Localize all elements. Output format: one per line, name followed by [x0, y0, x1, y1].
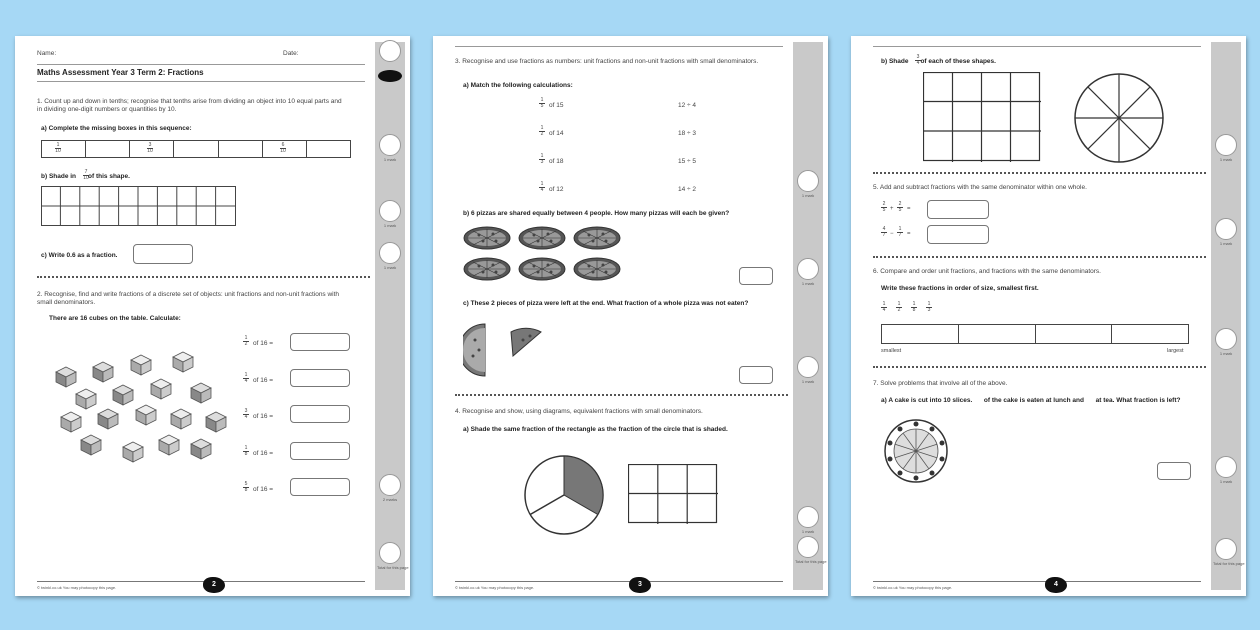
q3b-text: b) 6 pizzas are shared equally between 4 people. How many pizzas will each be given? [463, 210, 730, 217]
q3-text: 3. Recognise and use fractions as numbers: unit fractions and non-unit fractions with small denominators. [455, 58, 759, 65]
cube [170, 408, 192, 430]
cube [80, 434, 102, 456]
mark-box[interactable]: 2 marks [377, 474, 403, 502]
cube [205, 411, 227, 433]
fraction-1-4: 1 4 [540, 181, 544, 193]
twinkl-logo-icon [378, 70, 402, 82]
marks-sidebar [793, 42, 827, 590]
section-separator [455, 394, 788, 396]
calc-left: of 12 [549, 186, 564, 193]
section-separator [873, 366, 1206, 368]
q3c-answer-box[interactable] [739, 366, 773, 384]
cube [112, 384, 134, 406]
q3c-text: c) These 2 pieces of pizza were left at the end. What fraction of a whole pizza was not eaten? [463, 300, 749, 307]
mark-box[interactable]: 1 mark [1213, 218, 1239, 246]
cube [135, 404, 157, 426]
cube [130, 354, 152, 376]
q2-answer-box[interactable] [290, 478, 350, 496]
q2-answer-box[interactable] [290, 369, 350, 387]
q1b-text: b) Shade in of this shape. [41, 173, 130, 180]
mark-box[interactable]: 1 mark [1213, 456, 1239, 484]
mark-box[interactable]: 1 mark [377, 200, 403, 228]
circle-thirds-diagram [523, 454, 605, 536]
q1-text: 1. Count up and down in tenths; recognise that tenths arise from dividing an object into 10 equal parts and in dividing one-digit numbers or quantities by 10. [37, 98, 342, 113]
cube [92, 361, 114, 383]
order-box[interactable] [1035, 325, 1112, 344]
page-number-badge: 4 [1045, 577, 1067, 593]
section-separator [873, 256, 1206, 258]
score-circle[interactable] [379, 40, 401, 62]
pizza-pieces [463, 322, 553, 378]
q4a-text: a) Shade the same fraction of the rectangle as the fraction of the circle that is shaded. [463, 426, 728, 433]
q5-text: 5. Add and subtract fractions with the same denominator within one whole. [873, 184, 1087, 191]
name-label: Name: [37, 50, 57, 57]
q2-row-label: of 16 = [253, 413, 274, 420]
pizza-icon [574, 227, 620, 249]
page-number-badge: 2 [203, 577, 225, 593]
cube [190, 438, 212, 460]
mark-box[interactable]: 1 mark [795, 356, 821, 384]
marks-sidebar [1211, 42, 1245, 590]
q6-sub-text: Write these fractions in order of size, smallest first. [881, 285, 1039, 292]
fraction-3-4: 3 4 [916, 54, 920, 66]
q2-text: 2. Recognise, find and write fractions of a discrete set of objects: unit fractions and non-unit fractions with small denominators. [37, 291, 340, 306]
seq-box[interactable] [174, 141, 218, 158]
cube [75, 388, 97, 410]
cake-icon [883, 418, 949, 484]
title-rule-bottom [37, 81, 365, 82]
sequence-boxes [41, 140, 351, 158]
order-boxes [881, 324, 1189, 344]
order-box[interactable] [958, 325, 1035, 344]
q6-text: 6. Compare and order unit fractions, and fractions with the same denominators. [873, 268, 1101, 275]
pizza-icon [519, 258, 565, 280]
mark-box[interactable]: 1 mark [795, 506, 821, 534]
q2-sub-text: There are 16 cubes on the table. Calculate: [49, 315, 181, 322]
order-box[interactable] [1112, 325, 1189, 344]
calc-left: of 14 [549, 130, 564, 137]
seq-box [42, 141, 86, 158]
rectangle-grid-4x3[interactable] [923, 72, 1041, 162]
q1c-answer-box[interactable] [133, 244, 193, 264]
cube [150, 378, 172, 400]
q3a-text: a) Match the following calculations: [463, 82, 573, 89]
cube [158, 434, 180, 456]
cube [97, 408, 119, 430]
total-mark-box[interactable]: Total for this page [1213, 538, 1239, 566]
cube [190, 382, 212, 404]
mark-box[interactable]: 1 mark [1213, 328, 1239, 356]
section-separator [873, 172, 1206, 174]
fraction-3-4: 3 4 [244, 408, 248, 420]
q2-answer-box[interactable] [290, 333, 350, 351]
q1c-text: c) Write 0.6 as a fraction. [41, 252, 118, 259]
worksheet-page-4: b) Shade of each of these shapes. 3 4 5. Add and subtract fractions with the same denominator within one whole. 2 5 + 2 5 = 4 7 − 1 7 = 6. Compare and order unit fractions, and fractions with the same denominators. Write these fractions in order of size, smallest first. 1 4 1 2 1 8 1 3 smallest largest 7. Solve problems that involve all of the above. a) A cake is cut into 10 slices. of the cake is eaten at lunch and at tea. What fraction is left? 1 mark 1 mark 1 mark 1 mark Total for this page © twinkl.co.uk You may photocopy this page. 4 [851, 36, 1246, 596]
seq-box[interactable] [218, 141, 262, 158]
cube [55, 366, 77, 388]
worksheet-page-3 [433, 36, 828, 596]
q2-answer-box[interactable] [290, 442, 350, 460]
pizza-icon [519, 227, 565, 249]
calc-right: 18 ÷ 3 [678, 130, 697, 137]
cube-cluster [50, 346, 225, 476]
q7-text: 7. Solve problems that involve all of the above. [873, 380, 1008, 387]
pizza-icon [574, 258, 620, 280]
fraction-1-2: 1 2 [244, 335, 248, 347]
pizza-icon [464, 258, 510, 280]
date-label: Date: [283, 50, 299, 57]
pizzas-group [463, 224, 628, 286]
calc-left: of 15 [549, 102, 564, 109]
q5-answer-box[interactable] [927, 225, 989, 244]
q5-answer-box[interactable] [927, 200, 989, 219]
q7a-answer-box[interactable] [1157, 462, 1191, 480]
fraction-1-3: 1 3 [540, 153, 544, 165]
section-separator [37, 276, 370, 278]
order-box[interactable] [882, 325, 959, 344]
rectangle-grid-3x2[interactable] [628, 464, 718, 524]
calc-right: 14 ÷ 2 [678, 186, 697, 193]
seq-box[interactable] [86, 141, 130, 158]
q3b-answer-box[interactable] [739, 267, 773, 285]
footer-rule [873, 581, 1201, 582]
cube [172, 351, 194, 373]
total-mark-box[interactable]: Total for this page [795, 536, 821, 564]
mark-box[interactable]: 1 mark [377, 134, 403, 162]
mark-box[interactable]: 1 mark [795, 258, 821, 286]
fraction-5-8: 5 8 [244, 481, 248, 493]
mark-box[interactable]: 1 mark [377, 242, 403, 270]
footer-text: © twinkl.co.uk You may photocopy this page. [873, 585, 953, 590]
smallest-label: smallest [881, 348, 902, 354]
title-rule-top [37, 64, 365, 65]
q4b-text: b) Shade of each of these shapes. [881, 58, 996, 65]
fraction-1-8: 1 8 [244, 445, 248, 457]
total-mark-box[interactable]: Total for this page [377, 542, 403, 570]
calc-right: 15 ÷ 5 [678, 158, 697, 165]
q2-row-label: of 16 = [253, 450, 274, 457]
fraction-1-4: 1 4 [244, 372, 248, 384]
fraction-6-10: 6 10 [280, 142, 286, 154]
fraction-3-10: 3 10 [147, 142, 153, 154]
cube [60, 411, 82, 433]
top-rule [455, 46, 783, 47]
footer-rule [37, 581, 365, 582]
fraction-1-2: 1 2 [540, 125, 544, 137]
q2-answer-box[interactable] [290, 405, 350, 423]
q1a-text: a) Complete the missing boxes in this sequence: [41, 125, 192, 132]
page-number-badge: 3 [629, 577, 651, 593]
footer-text: © twinkl.co.uk You may photocopy this page. [37, 585, 117, 590]
q2-row-label: of 16 = [253, 486, 274, 493]
q4-text: 4. Recognise and show, using diagrams, equivalent fractions with small denominators. [455, 408, 703, 415]
q7a-text: a) A cake is cut into 10 slices. of the cake is eaten at lunch and at tea. What fraction is left? [881, 397, 1181, 404]
footer-text: © twinkl.co.uk You may photocopy this page. [455, 585, 535, 590]
q2-row-label: of 16 = [253, 340, 274, 347]
calc-right: 12 ÷ 4 [678, 102, 697, 109]
calc-left: of 18 [549, 158, 564, 165]
footer-rule [455, 581, 783, 582]
fraction-1-10: 1 10 [55, 142, 61, 154]
circle-eighths-diagram[interactable] [1073, 72, 1165, 164]
largest-label: largest [1167, 348, 1184, 354]
q2-row-label: of 16 = [253, 377, 274, 384]
fraction-1-5: 1 5 [540, 97, 544, 109]
mark-box[interactable]: 1 mark [1213, 134, 1239, 162]
worksheet-page-2 [15, 36, 410, 596]
marks-sidebar [375, 42, 409, 590]
shade-grid-10x2[interactable] [41, 186, 236, 226]
cube [122, 441, 144, 463]
top-rule [873, 46, 1201, 47]
pizza-icon [464, 227, 510, 249]
mark-box[interactable]: 1 mark [795, 170, 821, 198]
seq-box[interactable] [306, 141, 350, 158]
page-title: Maths Assessment Year 3 Term 2: Fractions [37, 68, 204, 77]
fraction-7-10: 7 10 [83, 169, 89, 181]
